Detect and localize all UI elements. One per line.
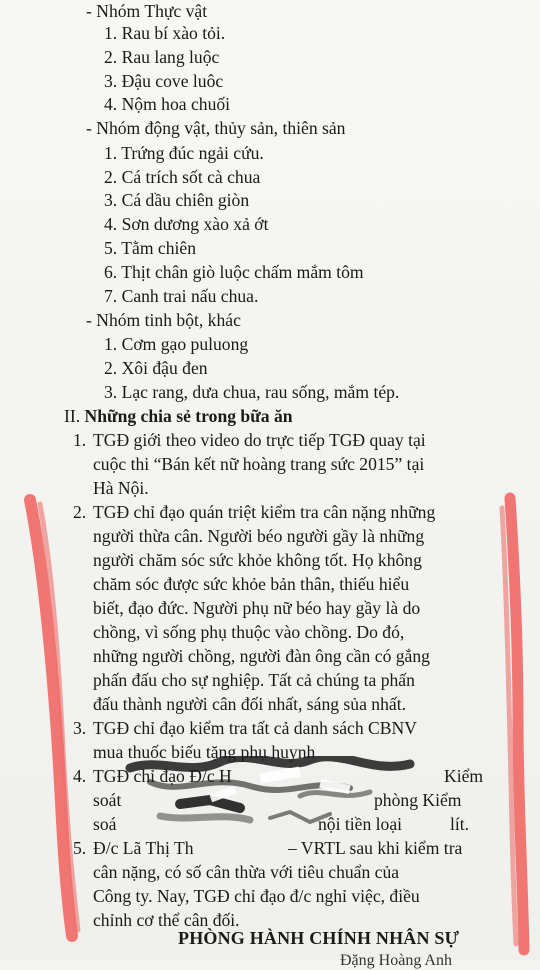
point-fragment: Kiểm	[444, 766, 484, 786]
point-line: phấn đấu cho sự nghiệp. Tất cả chúng ta phấn	[93, 670, 415, 690]
list-item: 2. Xôi đậu đen	[104, 358, 208, 378]
signer-name-partial: Đặng Hoàng Anh	[340, 952, 452, 969]
point-line: chồng, vì sống phụ thuộc vào chồng. Do đó,	[93, 622, 405, 642]
list-item: 1. Rau bí xào tỏi.	[104, 23, 226, 43]
point-line: TGĐ chỉ đạo kiểm tra tất cả danh sách CBNV	[93, 718, 417, 738]
list-item: 3. Đậu cove luôc	[104, 71, 224, 91]
point-number: 4.	[73, 766, 87, 786]
right-red-stroke	[510, 498, 524, 950]
point-line: cuộc thi “Bán kết nữ hoàng trang sức 2015” tại	[93, 454, 425, 474]
list-item: 7. Canh trai nấu chua.	[104, 286, 259, 306]
point-line: đấu thành người cân đối nhất, sáng sủa nhất.	[93, 694, 406, 714]
point-number: 5.	[73, 838, 87, 858]
point-fragment: – VRTL sau khi kiểm tra	[288, 838, 463, 858]
point-line: chăm sóc được sức khỏe bản thân, thiếu hiểu	[93, 574, 410, 594]
list-item: 1. Cơm gạo puluong	[104, 334, 249, 354]
list-item: 4. Nộm hoa chuối	[104, 94, 231, 114]
point-number: 3.	[73, 718, 87, 738]
group-title-starch: - Nhóm tinh bột, khác	[86, 310, 241, 330]
section-title: Những chia sẻ trong bữa ăn	[84, 406, 293, 426]
point-line: TGĐ giới theo video do trực tiếp TGĐ quay tại	[93, 430, 426, 450]
point-number: 1.	[73, 430, 87, 450]
list-item: 5. Tằm chiên	[104, 238, 197, 258]
point-fragment: nội tiền loại	[318, 814, 403, 834]
section-numeral: II.	[64, 406, 81, 426]
list-item: 2. Rau lang luộc	[104, 47, 220, 67]
point-line: biết, đạo đức. Người phụ nữ béo hay gầy là do	[93, 598, 421, 618]
point-line: cân nặng, có số cân thừa với tiêu chuẩn của	[93, 862, 400, 882]
point-line: người thừa cân. Người béo người gầy là những	[93, 526, 425, 546]
point-number: 2.	[73, 502, 87, 522]
list-item: 3. Lạc rang, dưa chua, rau sống, mắm tép.	[104, 382, 400, 402]
point-line: Hà Nội.	[93, 478, 149, 498]
list-item: 3. Cá dầu chiên giòn	[104, 190, 250, 210]
point-fragment: phòng Kiểm	[374, 790, 462, 810]
list-item: 1. Trứng đúc ngải cứu.	[104, 143, 264, 163]
list-item: 6. Thịt chân giò luộc chấm mắm tôm	[104, 262, 364, 282]
point-line: mua thuốc biếu tặng phụ huynh	[93, 742, 316, 762]
point-line: TGĐ chỉ đạo quán triệt kiểm tra cân nặng những	[93, 502, 436, 522]
section-heading	[64, 405, 293, 427]
left-red-stroke	[30, 500, 72, 936]
group-title-plants: - Nhóm Thực vật	[86, 1, 208, 21]
point-line: soá	[93, 814, 117, 834]
point-line: chỉnh cơ thể cân đối.	[93, 910, 240, 930]
point-line: những người chồng, người đàn ông cần có gắng	[93, 646, 430, 666]
redaction-scribble	[120, 756, 420, 832]
point-line: Công ty. Nay, TGĐ chỉ đạo đ/c nghỉ việc, điều	[93, 886, 420, 906]
point-line: người chăm sóc sức khỏe không tốt. Họ không	[93, 550, 422, 570]
list-item: 2. Cá trích sốt cà chua	[104, 167, 261, 187]
point-line: soát	[93, 790, 122, 810]
group-title-animals: - Nhóm động vật, thủy sản, thiên sản	[86, 118, 346, 138]
point-fragment: lít.	[450, 814, 470, 834]
list-item: 4. Sơn dương xào xả ớt	[104, 214, 269, 234]
department-signature: PHÒNG HÀNH CHÍNH NHÂN SỰ	[178, 928, 460, 948]
point-line: TGĐ chỉ đạo Đ/c H	[93, 766, 232, 786]
point-line: Đ/c Lã Thị Th	[93, 838, 194, 858]
